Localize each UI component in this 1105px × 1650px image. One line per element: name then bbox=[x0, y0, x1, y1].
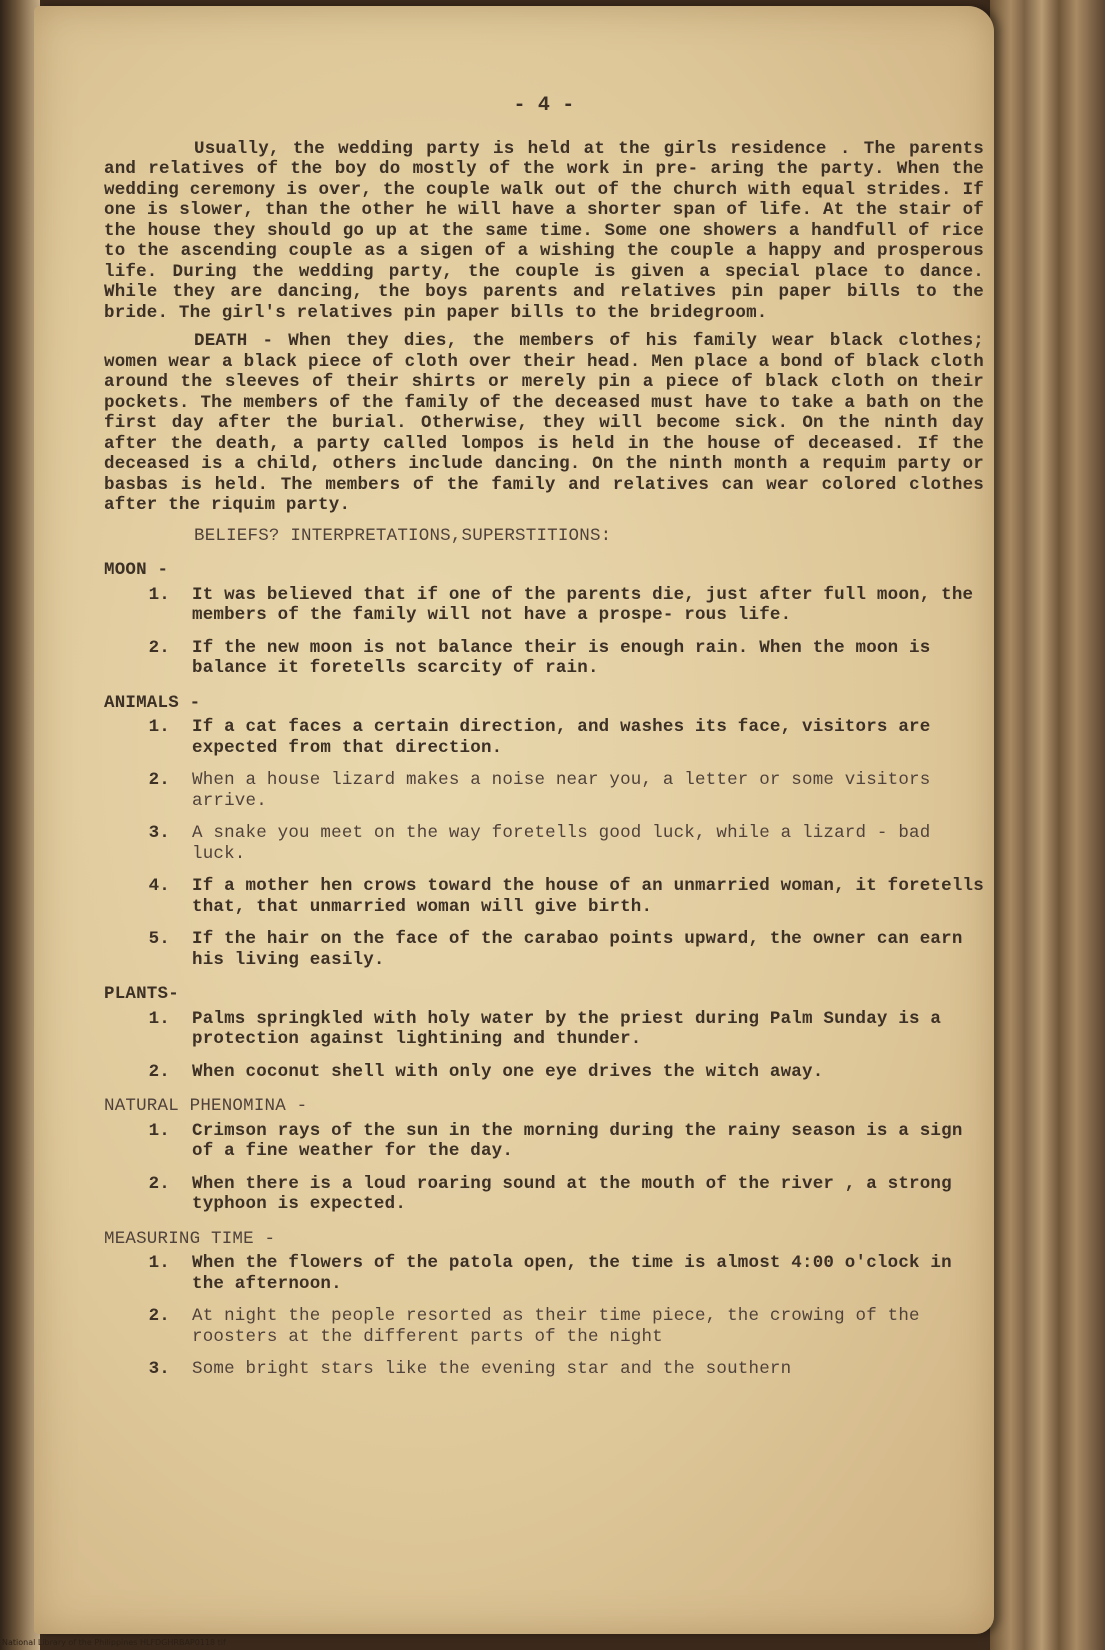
item-number: 4. bbox=[148, 876, 170, 896]
list-item bbox=[104, 1009, 984, 1050]
item-number: 3. bbox=[148, 823, 170, 843]
list-item bbox=[104, 1253, 984, 1294]
section-animals-label: ANIMALS - bbox=[104, 692, 201, 713]
section-plants-label: PLANTS- bbox=[104, 984, 179, 1004]
item-number: 1. bbox=[148, 584, 170, 605]
item-number: 1. bbox=[148, 717, 170, 737]
list-item bbox=[104, 876, 984, 917]
scan-footer-caption: National Library of the Philippines HLFDGHRBAP0118 tif bbox=[2, 1638, 226, 1647]
item-number: 3. bbox=[148, 1359, 170, 1379]
item-number: 1. bbox=[148, 1253, 170, 1273]
item-text: When coconut shell with only one eye drives the witch away. bbox=[192, 1061, 824, 1082]
list-item bbox=[104, 1062, 984, 1083]
item-text: When a house lizard makes a noise near you, a letter or some visitors arrive. bbox=[192, 770, 931, 811]
item-text: If a cat faces a certain direction, and washes its face, visitors are expected from that direction. bbox=[192, 717, 931, 758]
item-number: 2. bbox=[148, 1061, 170, 1082]
list-item bbox=[104, 1121, 984, 1162]
death-paragraph: DEATH - When they dies, the members of his family wear black clothes; women wear a black piece of cloth over their head. Men place a bond of black cloth around the sleeves of their shirts or merely pin a piece of black cloth on their pockets. The members of the family of the deceased must have to take a bath on the first day after the burial. Otherwise, they will become sick. On the ninth day after the death, a party called lompos is held in the house of deceased. If the deceased is a child, others include dancing. On the ninth month a requim party or basbas is held. The members of the family and relatives can wear colored clothes after the riquim party. bbox=[104, 331, 984, 515]
item-number: 1. bbox=[148, 1008, 170, 1029]
item-text: Crimson rays of the sun in the morning during the rainy season is a sign of a fine weather for the day. bbox=[192, 1120, 963, 1161]
list-item bbox=[104, 770, 984, 811]
list-item bbox=[104, 1306, 984, 1347]
document-page bbox=[34, 6, 994, 1634]
section-moon-label: MOON - bbox=[104, 560, 169, 580]
list-item bbox=[104, 1359, 984, 1380]
item-text: When the flowers of the patola open, the time is almost 4:00 o'clock in the afternoon. bbox=[192, 1253, 952, 1294]
item-text: When there is a loud roaring sound at the mouth of the river , a strong typhoon is expected. bbox=[192, 1173, 952, 1214]
list-item bbox=[104, 1174, 984, 1215]
list-item bbox=[104, 929, 984, 970]
item-number: 2. bbox=[148, 637, 170, 658]
item-text: At night the people resorted as their time piece, the crowing of the roosters at the different parts of the night bbox=[192, 1306, 920, 1347]
item-number: 1. bbox=[148, 1120, 170, 1141]
page-content bbox=[104, 96, 984, 1392]
item-text: It was believed that if one of the parents die, just after full moon, the members of the family will not have a prospe- rous life. bbox=[192, 584, 974, 625]
item-number: 2. bbox=[148, 770, 170, 790]
list-item bbox=[104, 585, 984, 626]
list-item bbox=[104, 717, 984, 758]
section-plants-list bbox=[104, 1009, 984, 1083]
section-natural-phenomina-list bbox=[104, 1121, 984, 1215]
item-text: If the new moon is not balance their is enough rain. When the moon is balance it foretells scarcity of rain. bbox=[192, 637, 931, 678]
item-text: A snake you meet on the way foretells good luck, while a lizard - bad luck. bbox=[192, 823, 931, 864]
item-text: Palms springkled with holy water by the priest during Palm Sunday is a protection against lightining and thunder. bbox=[192, 1008, 942, 1049]
section-moon-list bbox=[104, 585, 984, 679]
book-page-edges bbox=[990, 0, 1105, 1650]
beliefs-heading: BELIEFS? INTERPRETATIONS,SUPERSTITIONS: bbox=[194, 525, 612, 546]
list-item bbox=[104, 638, 984, 679]
item-text: If a mother hen crows toward the house of an unmarried woman, it foretells that, that unmarried woman will give birth. bbox=[192, 876, 984, 917]
section-measuring-time-list bbox=[104, 1253, 984, 1380]
page-number: - 4 - bbox=[513, 94, 575, 117]
item-text: Some bright stars like the evening star and the southern bbox=[192, 1359, 792, 1379]
item-text: If the hair on the face of the carabao points upward, the owner can earn his living easily. bbox=[192, 929, 963, 970]
section-natural-phenomina-label: NATURAL PHENOMINA - bbox=[104, 1096, 308, 1116]
item-number: 5. bbox=[148, 929, 170, 949]
section-animals-list bbox=[104, 717, 984, 970]
item-number: 2. bbox=[148, 1306, 170, 1326]
list-item bbox=[104, 823, 984, 864]
item-number: 2. bbox=[148, 1173, 170, 1194]
section-measuring-time-label: MEASURING TIME - bbox=[104, 1228, 276, 1249]
wedding-paragraph: Usually, the wedding party is held at the girls residence . The parents and relatives of the boy do mostly of the work in pre- aring the party. When the wedding ceremony is over, the couple walk out of the church with equal strides. If one is slower, than the other he will have a shorter span of life. At the stair of the house they should go up at the same time. Some one showers a handfull of rice to the ascending couple as a sigen of a wishing the couple a happy and prosperous life. During the wedding party, the couple is given a special place to dance. While they are dancing, the boys parents and relatives pin paper bills to the bride. The girl's relatives pin paper bills to the bridegroom. bbox=[104, 138, 984, 323]
